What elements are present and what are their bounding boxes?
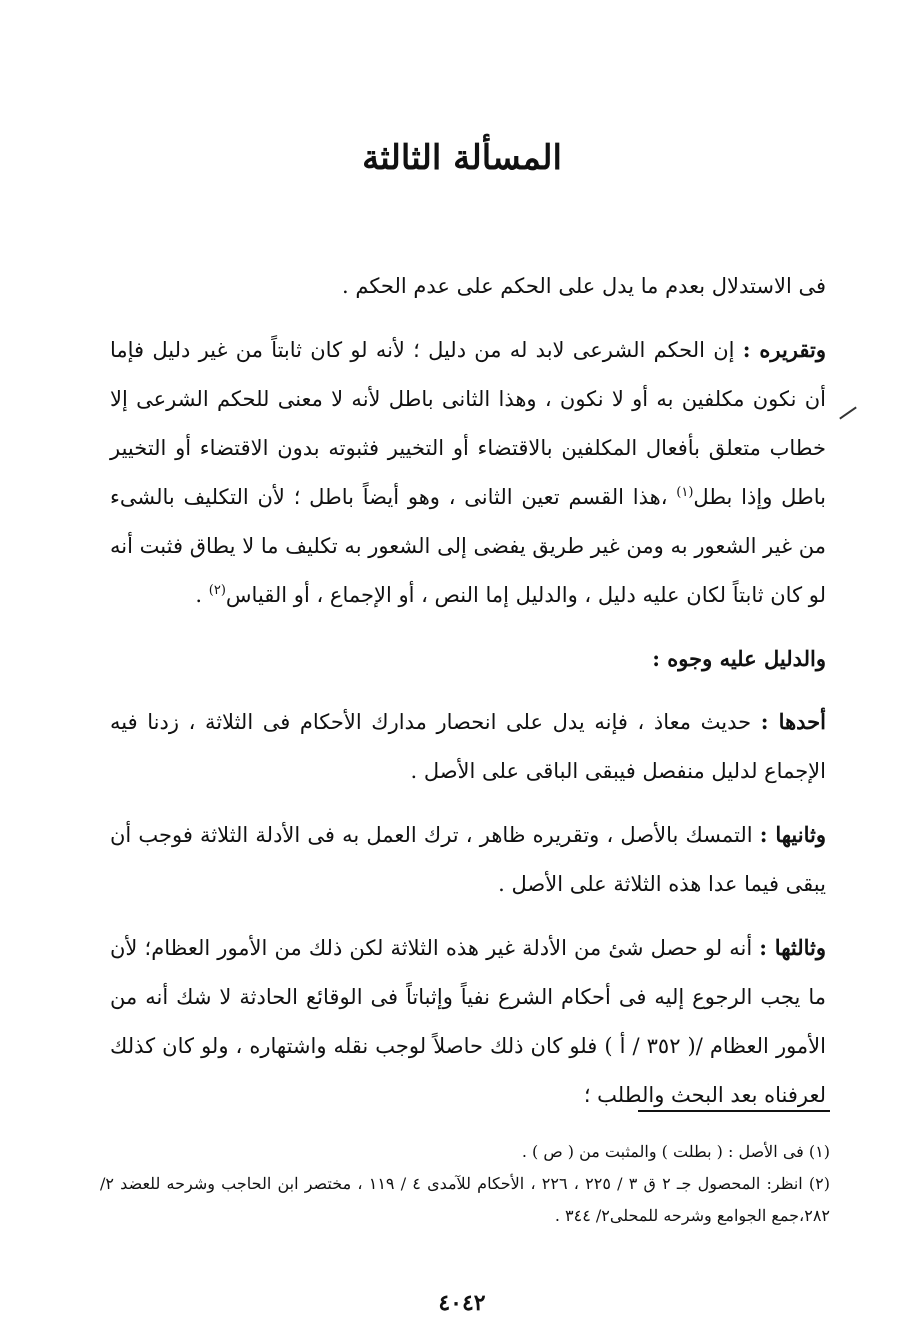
second-lead: وثانيها :: [759, 822, 826, 847]
footnotes: [100, 1136, 830, 1232]
evidence-heading: والدليل عليه وجوه :: [652, 646, 826, 671]
second-evidence-paragraph: [110, 810, 826, 909]
footnote-1: (١) فى الأصل : ( بطلت ) والمثبت من ( ص ) .: [521, 1142, 830, 1161]
footnote-separator: [638, 1110, 830, 1112]
taqrir-text-b: ،هذا القسم تعين الثانى ، وهو أيضاً باطل ؛ لأن التكليف بالشىء من غير الشعور به ومن غير طريق يفضى إلى الشعور به تكليف ما لا يطاق فثبت أنه لو كان ثابتاً لكان عليه دليل ، والدليل إما النص ، أو الإجماع ، أو القياس: [110, 485, 826, 607]
taqrir-lead: وتقريره :: [742, 337, 826, 362]
main-text: [110, 262, 826, 1134]
third-text: أنه لو حصل شئ من الأدلة غير هذه الثلاثة لكن ذلك من الأمور العظام؛ لأن ما يجب الرجوع إليه فى أحكام الشرع نفياً وإثباتاً فى الوقائع الحادثة لا شك أنه من الأمور العظام /( ٣٥٢ / أ ) فلو كان ذلك حاصلاً لوجب نقله واشتهاره ، ولو كان كذلك لعرفناه بعد البحث والطلب ؛: [110, 936, 826, 1107]
footnote-2: (٢) انظر: المحصول جـ ٢ ق ٣ / ٢٢٥ ، ٢٢٦ ، الأحكام للآمدى ٤ / ١١٩ ، مختصر ابن الحاجب وشرحه للعضد ٢/ ٢٨٢،جمع الجوامع وشرحه للمحلى٢/ ٣٤٤ .: [100, 1174, 831, 1225]
page-number: ٤٠٤٢: [438, 1290, 486, 1316]
taqrir-text-a: إن الحكم الشرعى لابد له من دليل ؛ لأنه لو كان ثابتاً من غير دليل فإما أن نكون مكلفين به أو لا نكون ، وهذا الثانى باطل لأنه لا معنى للحكم الشرعى إلا خطاب متعلق بأفعال المكلفين بالاقتضاء أو التخيير فثبوته بدون الاقتضاء أو التخيير باطل وإذا بطل: [110, 338, 826, 509]
taqrir-text-c: .: [195, 583, 209, 607]
first-text: حديث معاذ ، فإنه يدل على انحصار مدارك الأحكام فى الثلاثة ، زدنا فيه الإجماع لدليل منفصل فيبقى الباقى على الأصل .: [110, 710, 826, 783]
footnote-ref-2: (٢): [208, 583, 226, 598]
footnote-ref-1: (١): [676, 485, 694, 500]
first-evidence-paragraph: [110, 697, 826, 796]
first-lead: أحدها :: [760, 709, 826, 734]
second-text: التمسك بالأصل ، وتقريره ظاهر ، ترك العمل به فى الأدلة الثلاثة فوجب أن يبقى فيما عدا هذه الثلاثة على الأصل .: [110, 823, 826, 896]
taqrir-paragraph: [110, 325, 826, 620]
margin-mark: [839, 406, 857, 419]
section-title: المسألة الثالثة: [362, 138, 562, 178]
third-lead: وثالثها :: [759, 935, 826, 960]
intro-paragraph: فى الاستدلال بعدم ما يدل على الحكم على عدم الحكم .: [342, 274, 826, 298]
third-evidence-paragraph: [110, 923, 826, 1120]
